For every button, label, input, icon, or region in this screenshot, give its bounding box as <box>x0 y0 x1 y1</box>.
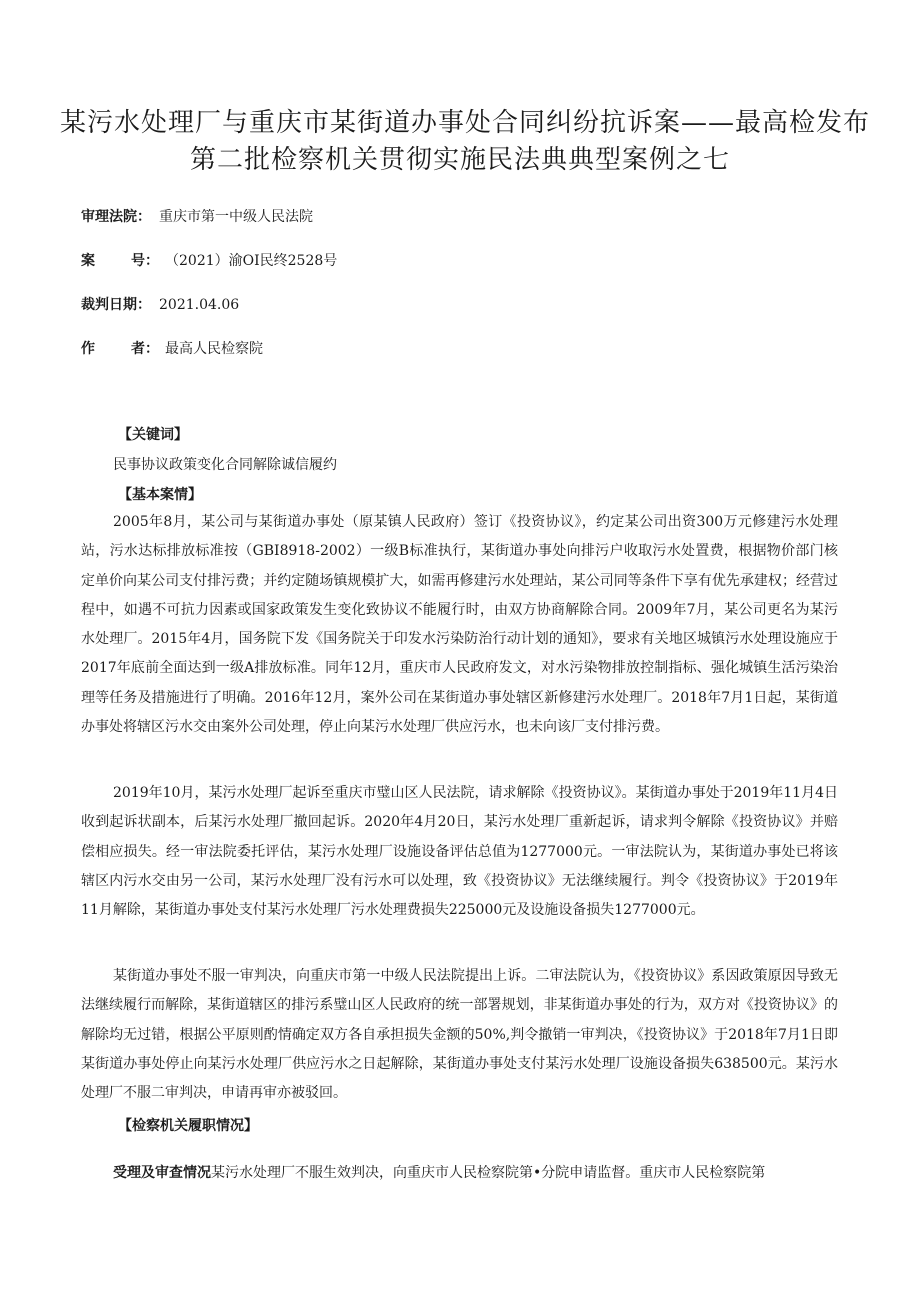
meta-court <box>81 207 313 227</box>
meta-judgment-date-value: 2021.04.06 <box>159 297 240 313</box>
paragraph-basic-facts-1: 2005年8月，某公司与某街道办事处（原某镇人民政府）签订《投资协议》，约定某公司出资300万元修建污水处理站，污水达标排放标准按（GBI8918-2002）一级B标准执行，某街道办事处向排污户收取污水处置费，根据物价部门核定单价向某公司支付排污费；并约定随场镇规模扩大，如需再修建污水处理站，某公司同等条件下享有优先承建权；经营过程中，如遇不可抗力因素或国家政策发生变化致协议不能履行时，由双方协商解除合同。2009年7月，某公司更名为某污水处理厂。2015年4月，国务院下发《国务院关于印发水污染防治行动计划的通知》，要求有关地区城镇污水处理设施应于2017年底前全面达到一级A排放标准。同年12月，重庆市人民政府发文，对水污染物排放控制指标、强化城镇生活污染治理等任务及措施进行了明确。2016年12月，案外公司在某街道办事处辖区新修建污水处理厂。2018年7月1日起，某街道办事处将辖区污水交由案外公司处理，停止向某污水处理厂供应污水，也未向该厂支付排污费。 <box>81 514 838 736</box>
meta-case-number-label-b: 号： <box>131 253 159 269</box>
keywords-text: 民事协议政策变化合同解除诚信履约 <box>113 457 337 473</box>
meta-author-value: 最高人民检察院 <box>165 341 263 357</box>
meta-case-number-value: （2021）渝OI民终2528号 <box>165 253 338 269</box>
document-title-line-1: 某污水处理厂与重庆市某街道办事处合同纠纷抗诉案——最高检发布 <box>60 108 871 138</box>
paragraph-procuratorate-lead: 受理及审查情况 <box>113 1165 211 1181</box>
meta-court-value: 重庆市第一中级人民法院 <box>159 209 313 225</box>
meta-case-number-label <box>81 251 159 271</box>
meta-judgment-date <box>81 295 239 315</box>
paragraph-procuratorate-1 <box>81 1159 838 1188</box>
basic-facts-heading: 【基本案情】 <box>118 487 202 503</box>
paragraph-procuratorate-text: 某污水处理厂不服生效判决，向重庆市人民检察院第•分院申请监督。重庆市人民检察院第 <box>211 1165 766 1181</box>
meta-author-label <box>81 339 159 359</box>
meta-case-number <box>81 251 337 271</box>
meta-court-label: 审理法院： <box>81 209 151 225</box>
meta-author-label-a: 作 <box>81 341 95 357</box>
procuratorate-heading: 【检察机关履职情况】 <box>118 1118 258 1134</box>
meta-judgment-date-label: 裁判日期： <box>81 297 151 313</box>
paragraph-basic-facts-2: 2019年10月，某污水处理厂起诉至重庆市璧山区人民法院，请求解除《投资协议》。某街道办事处于2019年11月4日收到起诉状副本，后某污水处理厂撤回起诉。2020年4月20日，某污水处理厂重新起诉，请求判令解除《投资协议》并赔偿相应损失。经一审法院委托评估，某污水处理厂设施设备评估总值为1277000元。一审法院认为，某街道办事处已将该辖区内污水交由另一公司，某污水处理厂没有污水可以处理，致《投资协议》无法继续履行。判令《投资协议》于2019年11月解除，某街道办事处支付某污水处理厂污水处理费损失225000元及设施设备损失1277000元。 <box>81 785 838 919</box>
document-title-line-2: 第二批检察机关贯彻实施民法典典型案例之七 <box>189 145 730 175</box>
meta-author <box>81 339 263 359</box>
paragraph-basic-facts-3: 某街道办事处不服一审判决，向重庆市第一中级人民法院提出上诉。二审法院认为，《投资协议》系因政策原因导致无法继续履行而解除，某街道辖区的排污系璧山区人民政府的统一部署规划，非某街道办事处的行为，双方对《投资协议》的解除均无过错，根据公平原则酌情确定双方各自承担损失金额的50%,判令撤销一审判决，《投资协议》于2018年7月1日即某街道办事处停止向某污水处理厂供应污水之日起解除，某街道办事处支付某污水处理厂设施设备损失638500元。某污水处理厂不服二审判决，申请再审亦被驳回。 <box>81 968 838 1102</box>
meta-case-number-label-a: 案 <box>81 253 95 269</box>
keywords-heading: 【关键词】 <box>118 427 188 443</box>
meta-author-label-b: 者： <box>131 341 159 357</box>
